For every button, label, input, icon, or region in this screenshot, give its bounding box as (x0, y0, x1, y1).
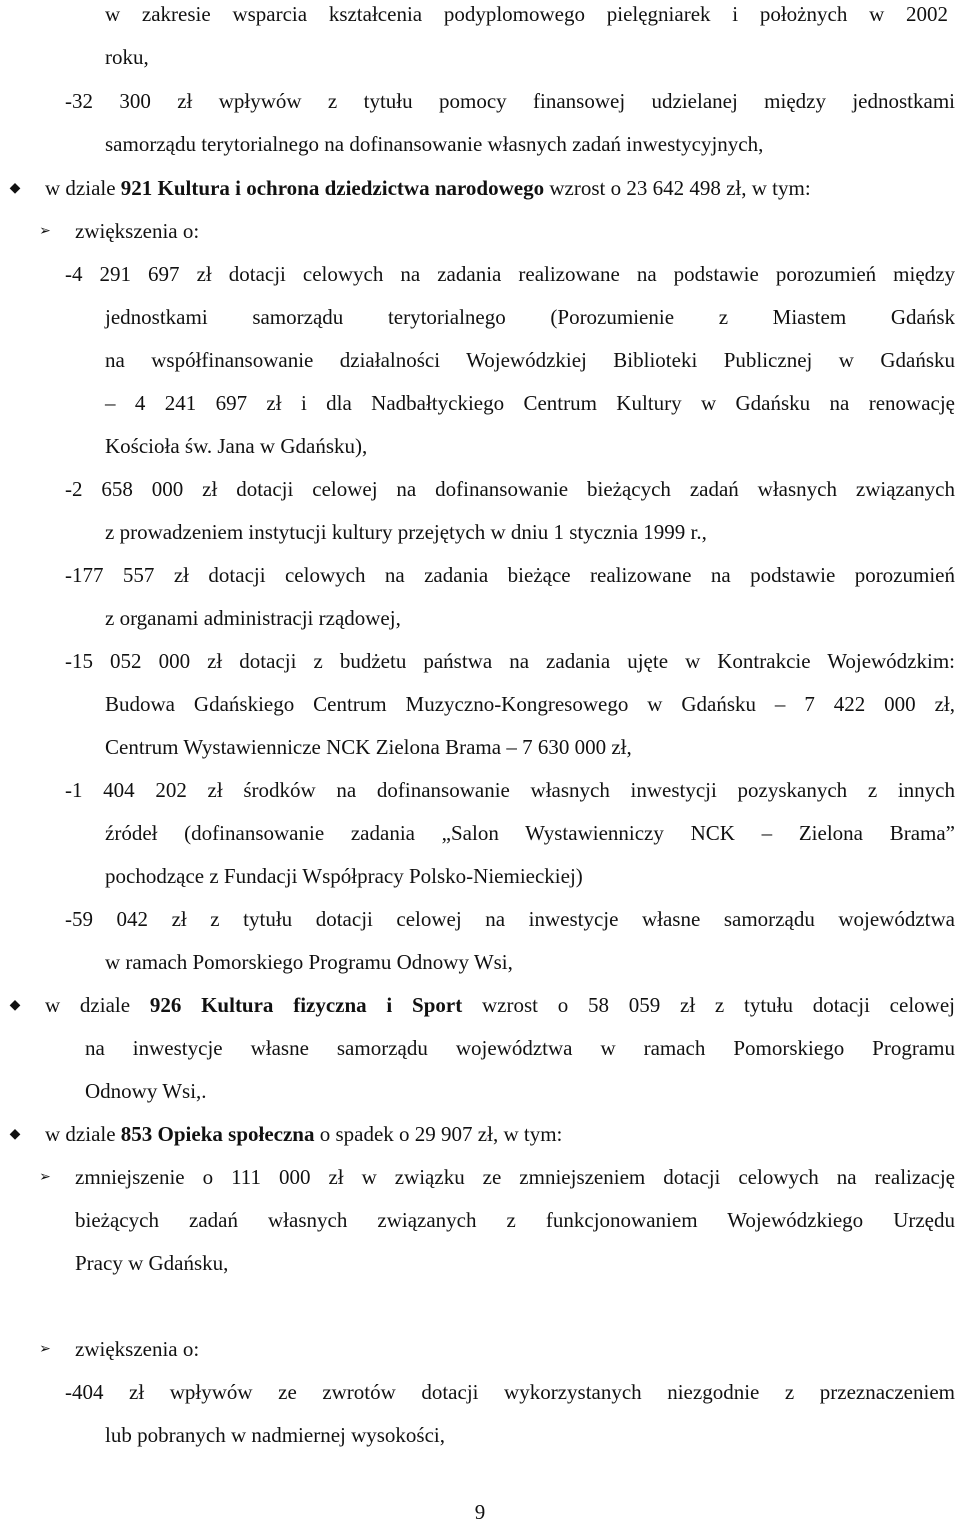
text-line: w ramach Pomorskiego Programu Odnowy Wsi, (105, 950, 513, 974)
text-line: na współfinansowanie działalności Wojewódzkiej Biblioteki Publicznej w Gdańsku (105, 348, 955, 372)
section-heading-853: w dziale 853 Opieka społeczna o spadek o 29 907 zł, w tym: (45, 1122, 563, 1146)
text-line: -1 404 202 zł środków na dofinansowanie własnych inwestycji pozyskanych z innych (65, 778, 955, 802)
text-line: lub pobranych w nadmiernej wysokości, (105, 1423, 446, 1447)
text-line: na inwestycje własne samorządu województwa w ramach Pomorskiego Programu (85, 1036, 955, 1060)
diamond-bullet-icon: ◆ (9, 997, 21, 1013)
division-title: 921 Kultura i ochrona dziedzictwa narodowego (120, 176, 545, 200)
arrow-bullet-icon: ➢ (39, 1169, 51, 1185)
text-line: -2 658 000 zł dotacji celowej na dofinansowanie bieżących zadań własnych związanych (65, 477, 955, 501)
text-line: -404 zł wpływów ze zwrotów dotacji wykorzystanych niezgodnie z przeznaczeniem (65, 1380, 955, 1404)
text-line: Budowa Gdańskiego Centrum Muzyczno-Kongresowego w Gdańsku – 7 422 000 zł, (105, 692, 955, 716)
section-heading-926: w dziale 926 Kultura fizyczna i Sport wzrost o 58 059 zł z tytułu dotacji celowej (45, 993, 955, 1017)
text-line: samorządu terytorialnego na dofinansowanie własnych zadań inwestycyjnych, (105, 132, 764, 156)
text-line: Odnowy Wsi,. (85, 1079, 207, 1103)
division-title: 853 Opieka społeczna (120, 1122, 315, 1146)
section-heading-921: w dziale 921 Kultura i ochrona dziedzictwa narodowego wzrost o 23 642 498 zł, w tym: (45, 176, 811, 200)
text-line: – 4 241 697 zł i dla Nadbałtyckiego Centrum Kultury w Gdańsku na renowację (105, 391, 955, 415)
text-line: jednostkami samorządu terytorialnego (Porozumienie z Miastem Gdańsk (105, 305, 955, 329)
text-line: roku, (105, 45, 149, 69)
text-line: Kościoła św. Jana w Gdańsku), (105, 434, 368, 458)
division-title: 926 Kultura fizyczna i Sport (149, 993, 463, 1017)
diamond-bullet-icon: ◆ (9, 1126, 21, 1142)
text-line: -32 300 zł wpływów z tytułu pomocy finansowej udzielanej między jednostkami (65, 89, 955, 113)
text-line: w zakresie wsparcia kształcenia podyplomowego pielęgniarek i położnych w 2002 (105, 2, 948, 26)
text-line: Pracy w Gdańsku, (75, 1251, 229, 1275)
text-line: zmniejszenie o 111 000 zł w związku ze zmniejszeniem dotacji celowych na realizację (75, 1165, 955, 1189)
arrow-bullet-icon: ➢ (39, 1341, 51, 1357)
text-line: pochodzące z Fundacji Współpracy Polsko-Niemieckiej) (105, 864, 583, 888)
arrow-bullet-icon: ➢ (39, 223, 51, 239)
text-line: -4 291 697 zł dotacji celowych na zadania realizowane na podstawie porozumień między (65, 262, 955, 286)
text-line: źródeł (dofinansowanie zadania „Salon Wystawienniczy NCK – Zielona Brama” (105, 821, 955, 845)
page-number: 9 (474, 1500, 486, 1524)
text-line: bieżących zadań własnych związanych z funkcjonowaniem Wojewódzkiego Urzędu (75, 1208, 955, 1232)
text-line: z prowadzeniem instytucji kultury przejętych w dniu 1 stycznia 1999 r., (105, 520, 707, 544)
text-line: zwiększenia o: (75, 219, 200, 243)
text-line: -59 042 zł z tytułu dotacji celowej na inwestycje własne samorządu województwa (65, 907, 955, 931)
text-line: z organami administracji rządowej, (105, 606, 401, 630)
text-line: Centrum Wystawiennicze NCK Zielona Brama – 7 630 000 zł, (105, 735, 632, 759)
diamond-bullet-icon: ◆ (9, 180, 21, 196)
text-line: -15 052 000 zł dotacji z budżetu państwa na zadania ujęte w Kontrakcie Wojewódzkim: (65, 649, 955, 673)
text-line: zwiększenia o: (75, 1337, 200, 1361)
text-line: -177 557 zł dotacji celowych na zadania bieżące realizowane na podstawie porozumień (65, 563, 955, 587)
